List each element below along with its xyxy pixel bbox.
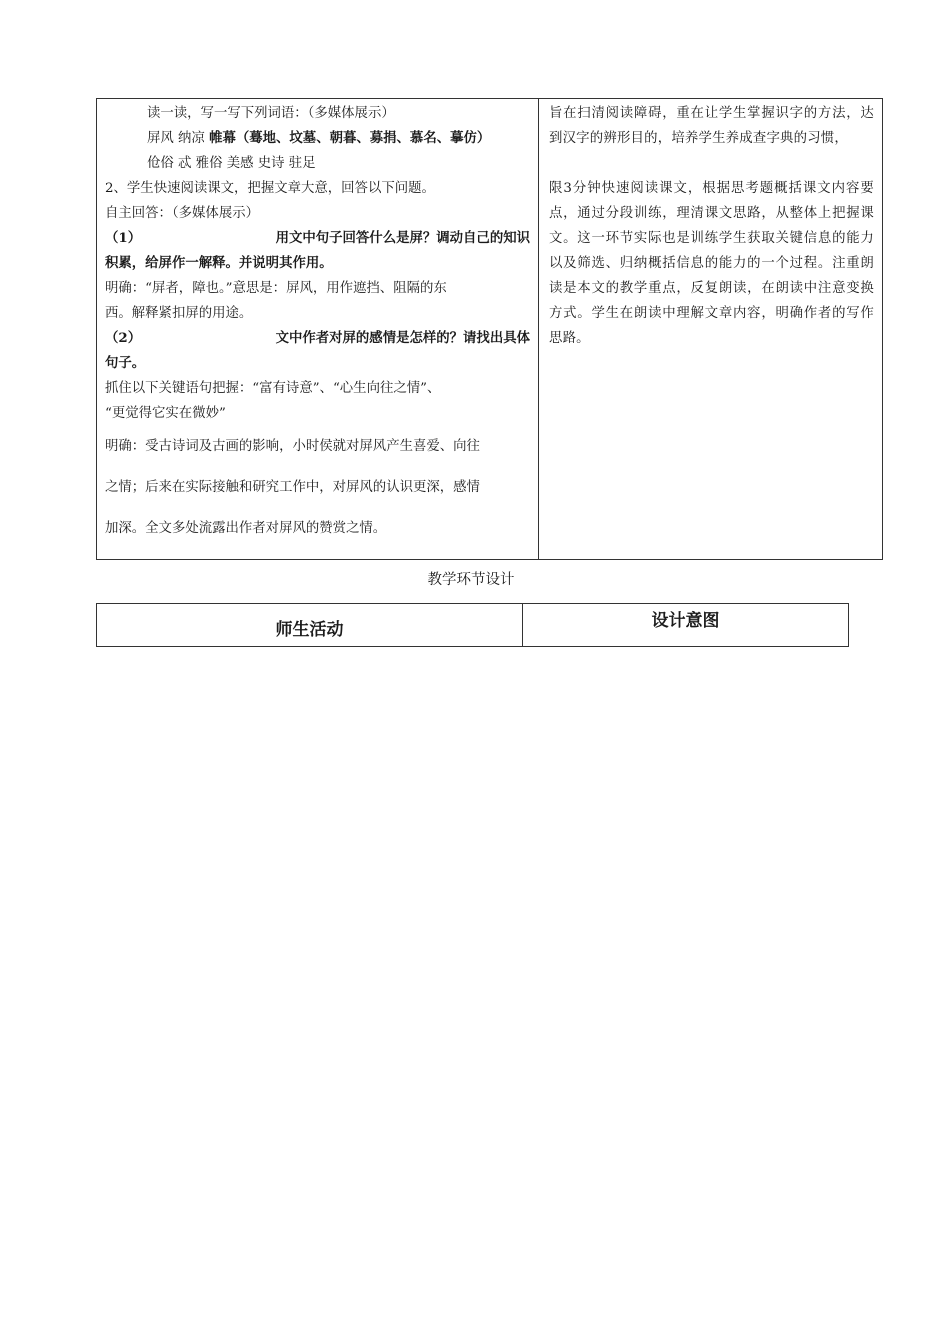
question-2: （2） 文中作者对屏的感情是怎样的？请找出具体 xyxy=(105,330,530,346)
read-write-prompt: 读一读，写一写下列词语：（多媒体展示） xyxy=(147,106,395,121)
answer-2-line-3: 加深。全文多处流露出作者对屏风的赞赏之情。 xyxy=(105,521,387,536)
answer-2-line-1: 明确：受古诗词及古画的影响，小时侯就对屏风产生喜爱、向往 xyxy=(105,439,480,454)
vocab-line-2: 伧俗 忒 雅俗 美感 史诗 驻足 xyxy=(147,156,316,171)
teacher-student-activity-cell xyxy=(97,99,539,560)
answer-2-line-2: 之情；后来在实际接触和研究工作中，对屏风的认识更深，感情 xyxy=(105,480,480,495)
key-sentences-line-1: 抓住以下关键语句把握：“富有诗意”、“心生向往之情”、 xyxy=(105,381,441,396)
question-1-cont: 积累，给屏作一解释。并说明其作用。 xyxy=(105,255,333,271)
design-header-table xyxy=(96,603,849,647)
section-caption: 教学环节设计 xyxy=(427,572,515,588)
question-2-cont: 句子。 xyxy=(105,355,146,371)
question-1: （1） 用文中句子回答什么是屏？调动自己的知识 xyxy=(105,230,530,246)
lesson-table xyxy=(96,98,883,560)
answer-1-line-1: 明确：“屏者，障也。”意思是：屏风，用作遮挡、阻隔的东 xyxy=(105,281,447,296)
key-sentences-line-2: “更觉得它实在微妙” xyxy=(105,406,226,421)
self-answer-prompt: 自主回答：（多媒体展示） xyxy=(105,206,259,221)
vocab-line-1: 屏风 纳凉 帷幕（蓦地、坟墓、朝暮、募捐、慕名、摹仿） xyxy=(147,130,491,146)
intent-paragraph-2: 限3分钟快速阅读课文，根据思考题概括课文内容要点，通过分段训练，理清课文思路，从整体上把握课文。这一环节实际也是训练学生获取关键信息的能力以及筛选、归纳概括信息的能力的一个过程。注重朗读是本文的教学重点，反复朗读，在朗读中注意变换方式。学生在朗读中理解文章内容，明确作者的写作思路。 xyxy=(549,181,874,346)
answer-1-line-2: 西。解释紧扣屏的用途。 xyxy=(105,306,253,321)
step-2-instruction: 2、学生快速阅读课文，把握文章大意，回答以下问题。 xyxy=(105,181,435,196)
design-intent-cell xyxy=(539,99,883,560)
header-teacher-student-activity: 师生活动 xyxy=(97,604,523,647)
header-design-intent: 设计意图 xyxy=(523,604,849,647)
paragraph-spacer xyxy=(549,151,874,176)
intent-paragraph-1: 旨在扫清阅读障碍，重在让学生掌握识字的方法，达到汉字的辨形目的，培养学生养成查字典的习惯， xyxy=(549,106,874,146)
